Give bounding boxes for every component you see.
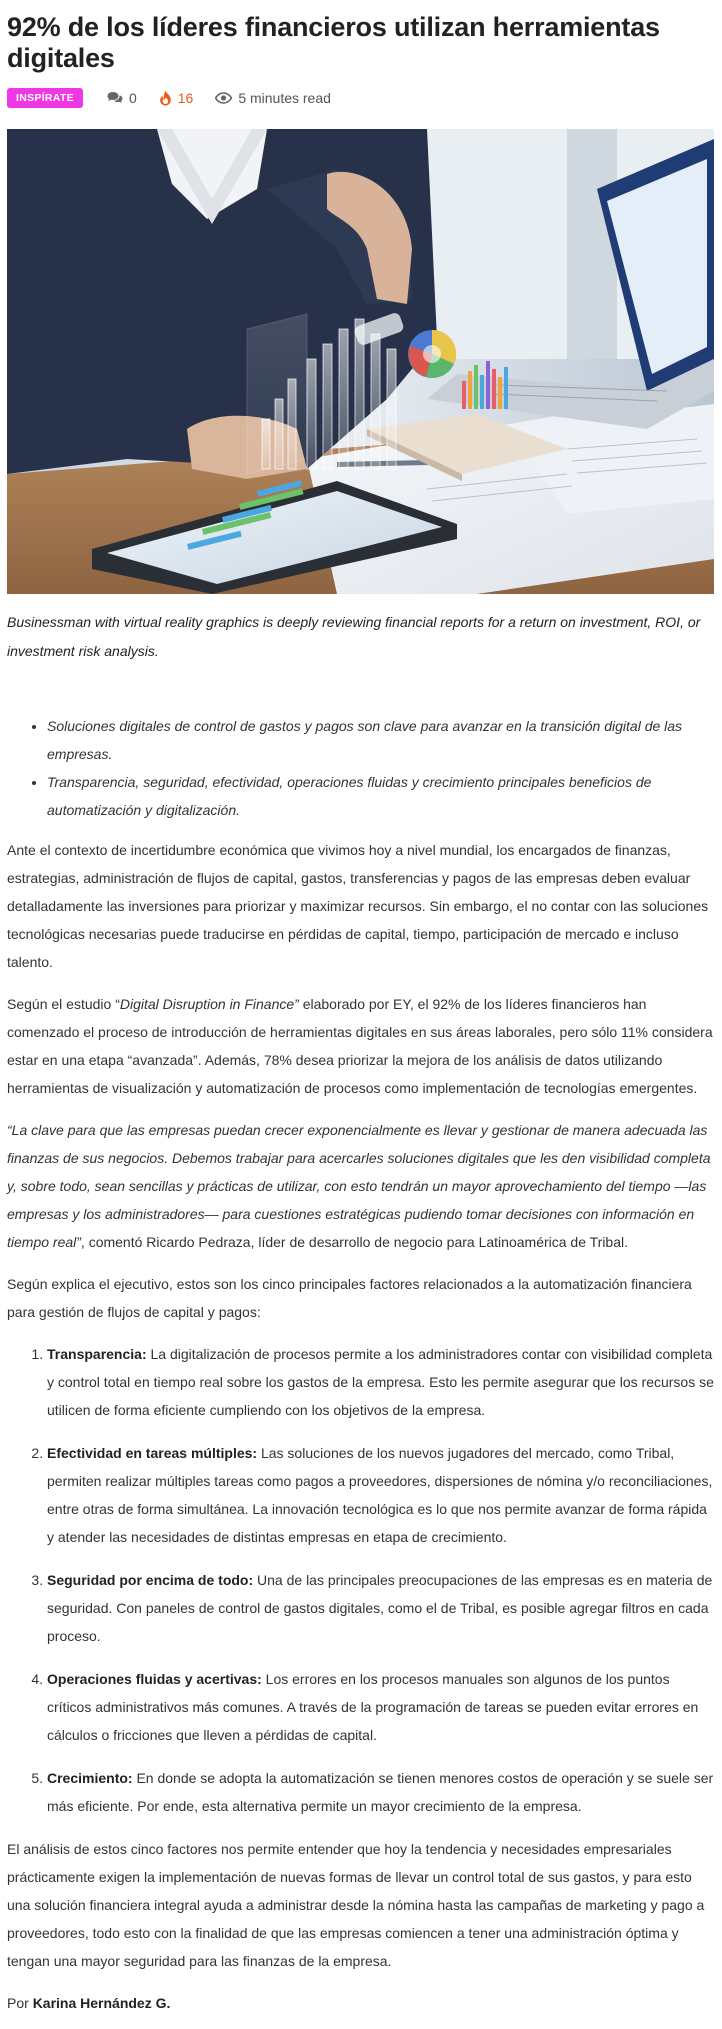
category-badge[interactable]: INSPÍRATE (7, 88, 83, 108)
article-meta (7, 86, 715, 110)
paragraph-quote (7, 1116, 715, 1256)
factor-title: Efectividad en tareas múltiples: (47, 1445, 258, 1461)
article-title: 92% de los líderes financieros utilizan herramientas digitales (7, 12, 660, 73)
paragraph-intro: Ante el contexto de incertidumbre económica que vivimos hoy a nivel mundial, los encargados de finanzas, estrategias, administración de flujos de capital, gastos, transferencias y pagos de las empresas deben evaluar detalladamente las inversiones para priorizar y maximizar recursos. Sin embargo, el no contar con las soluciones tecnológicas necesarias puede traducirse en pérdidas de capital, tiempo, participación de mercado e incluso talento. (7, 842, 709, 970)
factors-list (7, 1340, 715, 1820)
factor-text: Una de las principales preocupaciones de las empresas es en materia de seguridad. Con paneles de control de gastos digitales, como el de Tribal, es posible agregar filtros en cada proceso. (47, 1572, 713, 1644)
hero-image (7, 129, 714, 594)
fire-icon (159, 90, 172, 106)
text-segment: elaborado por EY, el 92% de los líderes financieros han comenzado el proceso de introducción de herramientas digitales en sus áreas laborales, pero sólo 11% considera estar en una etapa “avanzada”. Además, 78% desea priorizar la mejora de los análisis de datos utilizando herramientas de visualización y automatización de procesos como implementación de tecnologías emergentes. (7, 996, 713, 1096)
read-time (215, 90, 331, 106)
factor-text: En donde se adopta la automatización se tienen menores costos de operación y se suele ser más eficiente. Por ende, esta alternativa permite un mayor crecimiento de la empresa. (47, 1770, 714, 1814)
factor-text: Las soluciones de los nuevos jugadores del mercado, como Tribal, permiten realizar múltiples tareas como pagos a proveedores, dispersiones de nómina y/o reconciliaciones, entre otras de forma simultánea. La innovación tecnológica es lo que nos permite avanzar de forma rápida y atender las necesidades de distintas empresas en etapa de crecimiento. (47, 1445, 713, 1545)
factor-title: Crecimiento: (47, 1770, 133, 1786)
list-item (47, 1340, 715, 1424)
eye-icon (215, 92, 232, 104)
byline-prefix: Por (7, 1995, 33, 2011)
comments-icon (107, 91, 123, 105)
comments-count-value: 0 (128, 90, 137, 106)
quote-text: “La clave para que las empresas puedan crecer exponencialmente es llevar y gestionar de manera adecuada las finanzas de sus negocios. Debemos trabajar para acercarles soluciones digitales que les den visibilidad completa y, sobre todo, sean sencillas y prácticas de utilizar, con esto tendrán un mayor aprovechamiento del tiempo —las empresas y los administradores— para cuestiones estratégicas pudiendo tomar decisiones con información en tiempo real” (7, 1122, 711, 1250)
author-name[interactable]: Karina Hernández G. (32, 1995, 171, 2011)
hot-count-value: 16 (177, 90, 194, 106)
list-item (47, 1764, 715, 1820)
paragraph-study (7, 990, 715, 1102)
image-caption: Businessman with virtual reality graphics is deeply reviewing financial reports for a return on investment, ROI, or investment risk analysis. (7, 614, 701, 659)
factor-text: Los errores en los procesos manuales son algunos de los puntos críticos administrativos más comunes. A través de la programación de tareas se pueden evitar errores en cálculos o fricciones que lleven a pérdidas de capital. (47, 1671, 699, 1743)
list-item: • Soluciones digitales de control de gastos y pagos son clave para avanzar en la transición digital de las empresas. (47, 712, 715, 768)
paragraph-conclusion: El análisis de estos cinco factores nos permite entender que hoy la tendencia y necesidades empresariales prácticamente exigen la implementación de nuevas formas de llevar un control total de sus gastos, y para esto una solución financiera integral ayuda a administrar desde la nómina hasta las campañas de marketing y pago a proveedores, todo esto con la finalidad de que las empresas comiencen a tener una administración óptima y tengan una mayor seguridad para las finanzas de la empresa. (7, 1841, 705, 1969)
factor-text: La digitalización de procesos permite a los administradores contar con visibilidad completa y control total en tiempo real sobre los gastos de la empresa. Esto les permite asegurar que los recursos se utilicen de forma eficiente cumpliendo con los objetivos de la empresa. (47, 1346, 714, 1418)
factor-title: Operaciones fluidas y acertivas: (47, 1671, 262, 1687)
comments-count[interactable] (107, 90, 137, 106)
factor-title: Transparencia: (47, 1346, 147, 1362)
study-title: Digital Disruption in Finance” (119, 996, 299, 1012)
quote-attribution: , comentó Ricardo Pedraza, líder de desarrollo de negocio para Latinoamérica de Tribal. (80, 1234, 629, 1250)
list-item (47, 1566, 715, 1650)
list-item: • Transparencia, seguridad, efectividad, operaciones fluidas y crecimiento principales beneficios de automatización y digitalización. (47, 768, 715, 824)
list-item (47, 1665, 715, 1749)
summary-bullets (7, 712, 715, 824)
text-segment: Según el estudio “ (7, 996, 120, 1012)
factor-title: Seguridad por encima de todo: (47, 1572, 254, 1588)
hot-count (159, 90, 194, 106)
paragraph-factors-intro: Según explica el ejecutivo, estos son los cinco principales factores relacionados a la automatización financiera para gestión de flujos de capital y pagos: (7, 1276, 692, 1320)
list-item (47, 1439, 715, 1551)
byline (7, 1989, 715, 2017)
read-time-value: 5 minutes read (238, 90, 331, 106)
